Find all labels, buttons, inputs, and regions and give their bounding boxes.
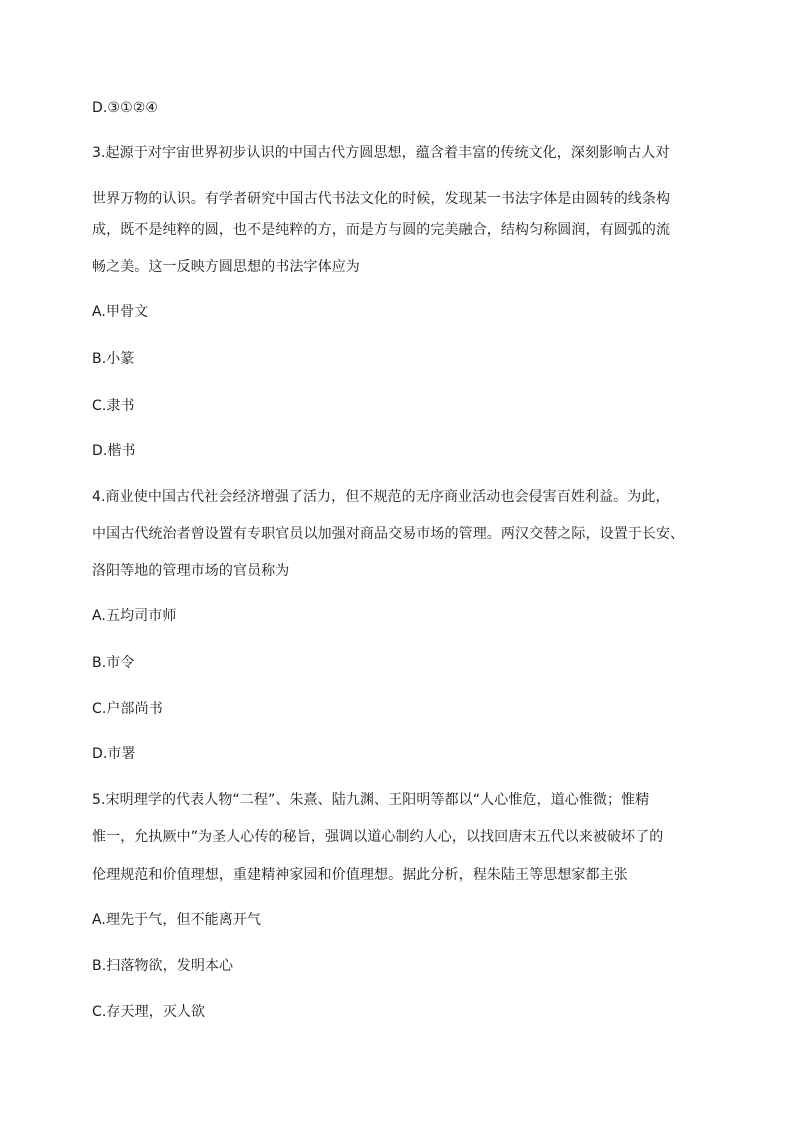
q3-option-d: D.楷书 [92,443,136,459]
q3-option-b: B.小篆 [92,351,135,367]
q4-stem-line-2: 中国古代统治者曾设置有专职官员以加强对商品交易市场的管理。两汉交替之际，设置于长安、 [92,526,685,542]
q4-option-b: B.市令 [92,655,135,671]
q3-stem-line-1: 3.起源于对宇宙世界初步认识的中国古代方圆思想，蕴含着丰富的传统文化，深刻影响古人对 [92,145,670,161]
q4-option-a: A.五均司市师 [92,608,177,624]
q4-option-d: D.市署 [92,746,136,762]
q3-option-a: A.甲骨文 [92,304,149,320]
q5-stem-line-1: 5.宋明理学的代表人物“二程”、朱熹、陆九渊、王阳明等都以“人心惟危，道心惟微；惟精 [92,792,650,808]
q5-option-a: A.理先于气，但不能离开气 [92,912,262,928]
q3-stem-line-4: 畅之美。这一反映方圆思想的书法字体应为 [92,259,360,275]
q2-option-d: D.③①②④ [92,100,159,116]
q4-option-c: C.户部尚书 [92,701,163,717]
q3-stem-line-3: 成，既不是纯粹的圆，也不是纯粹的方，而是方与圆的完美融合，结构匀称圆润，有圆弧的流 [92,222,671,238]
q5-option-c: C.存天理，灭人欲 [92,1004,206,1020]
q3-option-c: C.隶书 [92,398,135,414]
q3-stem-line-2: 世界万物的认识。有学者研究中国古代书法文化的时候，发现某一书法字体是由圆转的线条构 [92,191,671,207]
q5-stem-line-2: 惟一，允执厥中”为圣人心传的秘旨，强调以道心制约人心，以找回唐末五代以来被破坏了的 [92,829,664,845]
q5-option-b: B.扫落物欲，发明本心 [92,958,234,974]
q4-stem-line-3: 洛阳等地的管理市场的官员称为 [92,563,290,579]
q4-stem-line-1: 4.商业使中国古代社会经济增强了活力，但不规范的无序商业活动也会侵害百姓利益。为此， [92,489,670,505]
q5-stem-line-3: 伦理规范和价值理想，重建精神家园和价值理想。据此分析，程朱陆王等思想家都主张 [92,867,628,883]
